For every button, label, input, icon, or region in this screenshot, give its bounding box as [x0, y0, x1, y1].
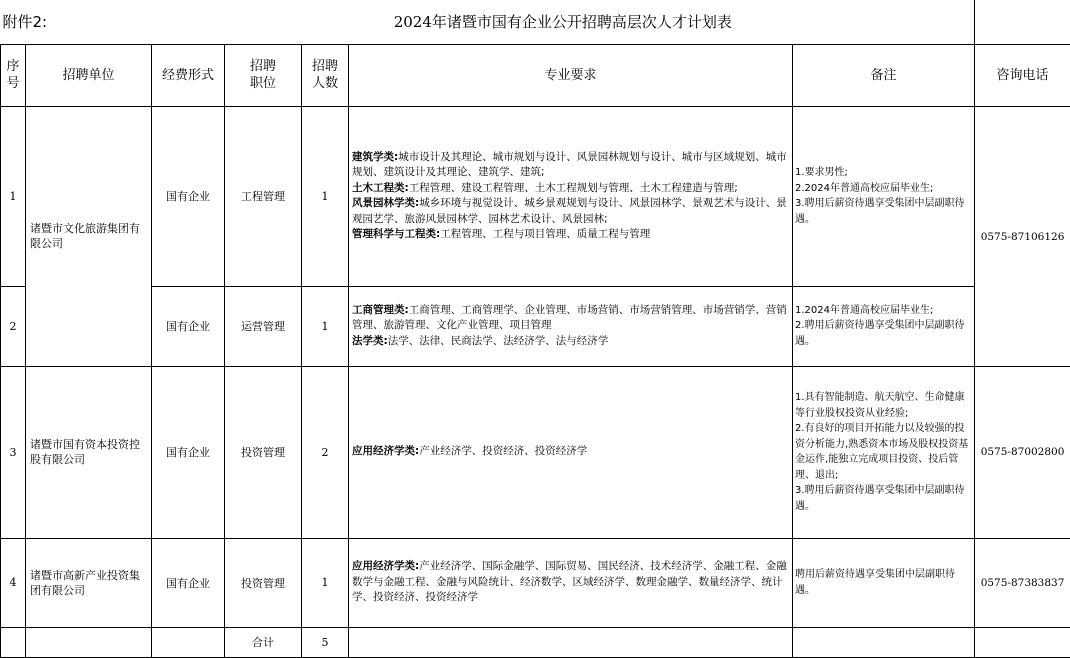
row-unit: 诸暨市高新产业投资集团有限公司 — [26, 538, 152, 627]
row-note — [793, 286, 975, 366]
row-major — [349, 106, 793, 286]
table-row — [1, 286, 1070, 366]
header-phone: 咨询电话 — [975, 44, 1070, 106]
major-text: 城市设计及其理论、城市规划与设计、风景园林规划与设计、城市与区域规划、城市规划、建筑设计及其理论、建筑学、建筑; — [352, 151, 787, 179]
major-text: 城乡环境与视觉设计、城乡景观规划与设计、风景园林学、景观艺术与设计、景观园艺学、旅游风景园林学、园林艺术设计、风景园林; — [352, 197, 787, 225]
note-line: 1.2024年普通高校应届毕业生; — [795, 303, 972, 319]
total-blank — [793, 627, 975, 657]
total-blank — [152, 627, 225, 657]
annex-label: 附件2: — [1, 0, 152, 44]
row-count: 1 — [302, 286, 349, 366]
row-seq: 3 — [1, 366, 26, 538]
row-major — [349, 538, 793, 627]
major-text: 产业经济学、投资经济、投资经济学 — [419, 445, 587, 457]
major-text: 工商管理、工商管理学、企业管理、市场营销、市场营销管理、市场营销学、营销管理、旅游管理、文化产业管理、项目管理 — [352, 304, 787, 332]
table-row — [1, 538, 1070, 627]
major-text: 工程管理、建设工程管理、土木工程规划与管理、土木工程建造与管理; — [409, 182, 738, 194]
row-major — [349, 286, 793, 366]
note-line: 1.具有智能制造、航天航空、生命健康等行业股权投资从业经验; — [795, 390, 972, 421]
total-value: 5 — [302, 627, 349, 657]
major-category: 管理科学与工程类: — [352, 228, 440, 240]
row-position: 运营管理 — [225, 286, 302, 366]
row-count: 1 — [302, 106, 349, 286]
note-line: 3.聘用后薪资待遇享受集团中层副职待遇。 — [795, 196, 972, 227]
row-seq: 4 — [1, 538, 26, 627]
note-line: 2.2024年普通高校应届毕业生; — [795, 181, 972, 197]
row-major — [349, 366, 793, 538]
row-phone: 0575-87106126 — [975, 106, 1070, 366]
header-count-label: 招聘人数 — [311, 58, 339, 92]
row-position: 工程管理 — [225, 106, 302, 286]
total-blank — [975, 627, 1070, 657]
row-note — [793, 538, 975, 627]
header-seq-label: 序号 — [6, 58, 20, 92]
major-category: 法学类: — [352, 335, 388, 347]
row-unit: 诸暨市国有资本投资控股有限公司 — [26, 366, 152, 538]
note-line: 聘用后薪资待遇享受集团中层副职待遇。 — [795, 567, 972, 598]
table-row — [1, 366, 1070, 538]
header-position-label: 招聘职位 — [249, 58, 277, 92]
row-funding: 国有企业 — [152, 286, 225, 366]
row-count: 1 — [302, 538, 349, 627]
header-unit: 招聘单位 — [26, 44, 152, 106]
row-count: 2 — [302, 366, 349, 538]
major-category: 工商管理类: — [352, 304, 409, 316]
note-line: 2.有良好的项目开拓能力以及较强的投资分析能力,熟悉资本市场及股权投资基金运作,能独立完成项目投资、投后管理、退出; — [795, 421, 972, 483]
major-text: 产业经济学、国际金融学、国际贸易、国民经济、技术经济学、金融工程、金融数学与金融工程、金融与风险统计、经济数学、区域经济学、数理金融学、数量经济学、统计学、投资经济、投资经济学 — [352, 560, 787, 603]
total-label: 合计 — [225, 627, 302, 657]
row-funding: 国有企业 — [152, 106, 225, 286]
row-position: 投资管理 — [225, 366, 302, 538]
row-note — [793, 366, 975, 538]
header-major: 专业要求 — [349, 44, 793, 106]
total-blank — [1, 627, 26, 657]
header-count — [302, 44, 349, 106]
note-line: 1.要求男性; — [795, 165, 972, 181]
major-category: 风景园林学类: — [352, 197, 419, 209]
major-text: 法学、法律、民商法学、法经济学、法与经济学 — [388, 335, 609, 347]
row-funding: 国有企业 — [152, 366, 225, 538]
major-category: 土木工程类: — [352, 182, 409, 194]
header-position — [225, 44, 302, 106]
row-note — [793, 106, 975, 286]
major-category: 建筑学类: — [352, 151, 398, 163]
note-line: 2.聘用后薪资待遇享受集团中层副职待遇。 — [795, 318, 972, 349]
major-category: 应用经济学类: — [352, 560, 419, 572]
total-blank — [349, 627, 793, 657]
row-seq: 2 — [1, 286, 26, 366]
total-blank — [26, 627, 152, 657]
row-seq: 1 — [1, 106, 26, 286]
major-category: 应用经济学类: — [352, 445, 419, 457]
header-funding: 经费形式 — [152, 44, 225, 106]
major-text: 工程管理、工程与项目管理、质量工程与管理 — [440, 228, 650, 240]
header-note: 备注 — [793, 44, 975, 106]
title-blank-cell — [975, 0, 1070, 44]
header-seq — [1, 44, 26, 106]
note-line: 3.聘用后薪资待遇享受集团中层副职待遇。 — [795, 483, 972, 514]
row-phone: 0575-87383837 — [975, 538, 1070, 627]
row-unit: 诸暨市文化旅游集团有限公司 — [26, 106, 152, 366]
row-position: 投资管理 — [225, 538, 302, 627]
row-funding: 国有企业 — [152, 538, 225, 627]
table-row — [1, 106, 1070, 286]
page-title: 2024年诸暨市国有企业公开招聘高层次人才计划表 — [152, 0, 975, 44]
total-row — [1, 627, 1070, 657]
row-phone: 0575-87002800 — [975, 366, 1070, 538]
